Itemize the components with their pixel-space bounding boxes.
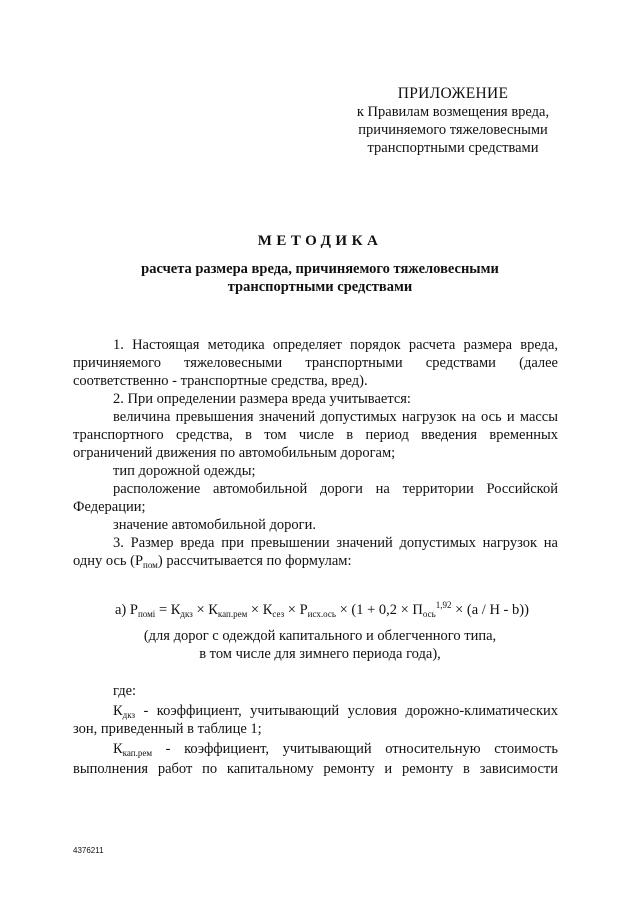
definition-k-dkz-line: зон, приведенный в таблице 1; bbox=[73, 721, 262, 737]
paragraph-3-line: 3. Размер вреда при превышении значений допустимых нагрузок на bbox=[113, 535, 558, 551]
formula-note-line: (для дорог с одеждой капитального и облегченного типа, bbox=[143, 628, 497, 644]
where-label: где: bbox=[113, 683, 137, 699]
paragraph-2c-line: Федерации; bbox=[73, 499, 146, 515]
definition-k-dkz-line: $К_{дкз}$ - коэффициент, учитывающий условия дорожно-климатических bbox=[113, 703, 558, 720]
appendix-line: транспортными средствами bbox=[367, 140, 539, 156]
paragraph-2a-line: транспортного средства, в том числе в период введения временных bbox=[73, 427, 558, 443]
document-subtitle-line: транспортными средствами bbox=[227, 279, 413, 295]
damage-formula: а) $Р_{помі} = К_{дкз} \times К_{кап.рем} \times К_{сез} \times Р_{исх.ось} \times (1 + 0,2 \times П_{ось}^{1,92} \times (а / Н - b))$ bbox=[115, 600, 529, 619]
paragraph-2a-line: величина превышения значений допустимых нагрузок на ось и массы bbox=[113, 409, 558, 425]
paragraph-2: 2. При определении размера вреда учитывается: bbox=[113, 391, 411, 407]
appendix-heading bbox=[330, 85, 576, 157]
paragraph-2a-line: ограничений движения по автомобильным дорогам; bbox=[73, 445, 396, 461]
paragraph-3-line: одну ось $(Р_{пом})$ рассчитывается по формулам: bbox=[73, 553, 352, 570]
definition-k-kaprem-line: выполнения работ по капитальному ремонту и ремонту в зависимости bbox=[73, 761, 558, 777]
formula-note-line: в том числе для зимнего периода года), bbox=[199, 646, 441, 662]
paragraph-2d: значение автомобильной дороги. bbox=[113, 517, 316, 533]
paragraph-1-line: соответственно - транспортные средства, вред). bbox=[73, 373, 368, 389]
appendix-line: к Правилам возмещения вреда, bbox=[356, 104, 550, 120]
document-title: МЕТОДИКА bbox=[257, 233, 383, 249]
paragraph-1-line: причиняемого тяжеловесными транспортными средствами (далее bbox=[73, 355, 558, 371]
paragraph-2c-line: расположение автомобильной дороги на территории Российской bbox=[113, 481, 558, 497]
paragraph-2b: тип дорожной одежды; bbox=[113, 463, 256, 479]
paragraph-1-line: 1. Настоящая методика определяет порядок расчета размера вреда, bbox=[113, 337, 558, 353]
definition-k-kaprem-line: $К_{кап.рем}$ - коэффициент, учитывающий относительную стоимость bbox=[113, 741, 558, 758]
document-subtitle-line: расчета размера вреда, причиняемого тяжеловесными bbox=[141, 261, 499, 277]
appendix-line: причиняемого тяжеловесными bbox=[358, 122, 548, 138]
document-number: 4376211 bbox=[73, 846, 104, 855]
appendix-title: ПРИЛОЖЕНИЕ bbox=[397, 85, 509, 102]
